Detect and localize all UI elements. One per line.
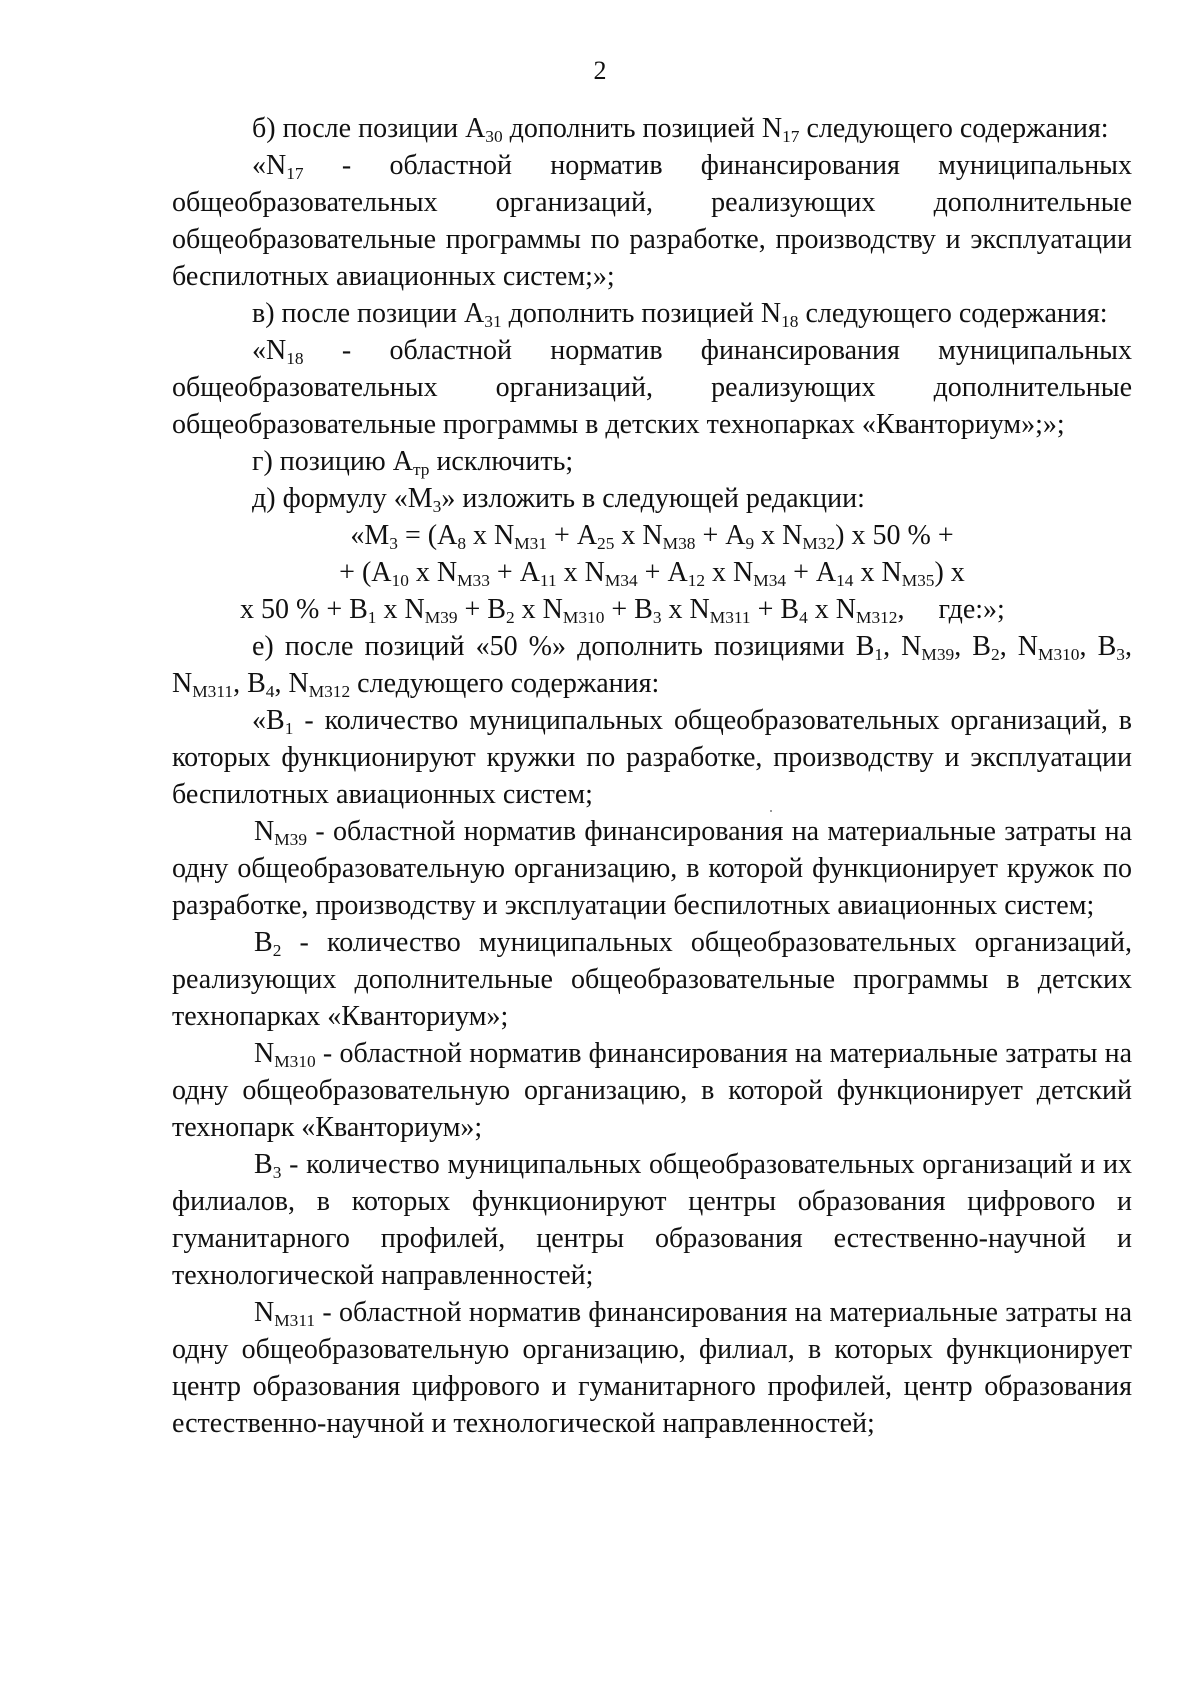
subscript-index: 17 [286, 163, 304, 183]
subscript-index: 1 [367, 607, 377, 627]
paragraph-b: б) после позиции $А_{30}$ дополнить позицией $N_{17}$ следующего содержания: [252, 113, 1109, 146]
subscript-index: 3 [652, 607, 662, 627]
subscript-index: 2 [505, 607, 515, 627]
subscript-index: 11 [539, 570, 557, 590]
subscript-index: М312 [856, 607, 898, 627]
subscript-index: 1 [284, 718, 294, 738]
subscript-index: 18 [286, 348, 304, 368]
subscript-index: 3 [1116, 644, 1125, 664]
subscript-index: М310 [562, 607, 605, 627]
subscript-index: 4 [799, 607, 808, 627]
paragraph-b3-definition: $В_3$ - количество муниципальных общеобразовательных организаций и их филиалов, в которых функционируют центры образования цифрового и гуманитарного профилей, центры образования естественно-научной и технологической направленностей; [172, 1149, 1132, 1291]
formula-line-2: + ($А_{10}$ х $N_{М33} + А_{11}$ х $N_{М34} + А_{12}$ х $N_{М34} + А_{14}$ х $N_{М35}$) х [339, 557, 965, 590]
paragraph-b1-definition: «$В_1$ - количество муниципальных общеобразовательных организаций, в которых функционируют кружки по разработке, производству и эксплуатации беспилотных авиационных систем; [172, 705, 1132, 810]
subscript-index: М39 [274, 829, 308, 849]
subscript-index: 8 [457, 533, 466, 553]
subscript-index: М32 [802, 533, 836, 553]
subscript-index: М310 [274, 1051, 316, 1071]
paragraph-g: г) позицию $А_{тр}$ исключить; [252, 446, 574, 479]
paragraph-e: е) после позиций «50 %» дополнить позициями $В_1$, $N_{М39}$, $В_2$, $N_{М310}$, $В_3$, $N_{М311}$, $В_4$, $N_{М312}$ следующего содержания: [172, 631, 1132, 701]
subscript-index: 4 [265, 681, 275, 701]
subscript-index: М39 [424, 607, 458, 627]
subscript-index: тр [412, 459, 430, 479]
subscript-index: 31 [484, 311, 502, 331]
paragraph-v: в) после позиции $А_{31}$ дополнить позицией $N_{18}$ следующего содержания: [252, 298, 1108, 331]
paragraph-b2-definition: $В_2$ - количество муниципальных общеобразовательных организаций, реализующих дополнительные общеобразовательные программы в детских технопарках «Кванториум»; [172, 927, 1132, 1032]
subscript-index: М311 [709, 607, 751, 627]
subscript-index: 17 [782, 126, 800, 146]
paragraph-nm310-definition: $N_{М310}$ - областной норматив финансирования на материальные затраты на одну общеобразовательную организацию, в которой функционирует детский технопарк «Кванториум»; [172, 1038, 1132, 1143]
formula-line-1: «$М_3 = (А_8$ х $N_{М31} + А_{25}$ х $N_{М38} + А_9$ х $N_{М32}$) х 50 % + [350, 520, 954, 553]
subscript-index: 10 [391, 570, 409, 590]
subscript-index: 3 [432, 496, 442, 516]
subscript-index: М34 [604, 570, 638, 590]
page-number: 2 [593, 56, 607, 85]
subscript-index: 2 [272, 940, 282, 960]
subscript-index: М33 [457, 570, 490, 590]
formula-where: где:»; [938, 594, 1005, 625]
subscript-index: М35 [901, 570, 935, 590]
subscript-index: 30 [485, 126, 503, 146]
subscript-index: 3 [389, 533, 398, 553]
subscript-index: М312 [308, 681, 351, 701]
subscript-index: М311 [274, 1310, 316, 1330]
subscript-index: М38 [662, 533, 696, 553]
paragraph-nm311-definition: $N_{М311}$ - областной норматив финансирования на материальные затраты на одну общеобразовательную организацию, филиал, в которых функционирует центр образования цифрового и гуманитарного профилей, центр образования естественно-научной и технологической направленностей; [172, 1297, 1132, 1439]
formula-line-3-body: х 50 % + $В_1$ х $N_{М39} + В_2$ х $N_{М310} + В_3$ х $N_{М311} + В_4$ х $N_{М312}$, [240, 594, 905, 627]
subscript-index: М31 [514, 533, 548, 553]
subscript-index: 2 [991, 644, 1000, 664]
subscript-index: 1 [874, 644, 884, 664]
subscript-index: 9 [745, 533, 755, 553]
paragraph-nm39-definition: $N_{М39}$ - областной норматив финансирования на материальные затраты на одну общеобразовательную организацию, в которой функционирует кружок по разработке, производству и эксплуатации беспилотных авиационных систем; [172, 816, 1132, 921]
formula-line-3 [172, 591, 1132, 628]
subscript-index: 18 [781, 311, 799, 331]
scan-speck [770, 810, 772, 812]
paragraph-n17-definition: «$N_{17}$ - областной норматив финансирования муниципальных общеобразовательных организаций, реализующих дополнительные общеобразовательные программы по разработке, производству и эксплуатации беспилотных авиационных систем;»; [172, 150, 1132, 292]
subscript-index: М310 [1038, 644, 1080, 664]
subscript-index: 3 [272, 1162, 282, 1182]
subscript-index: М311 [192, 681, 234, 701]
subscript-index: М34 [753, 570, 787, 590]
paragraph-n18-definition: «$N_{18}$ - областной норматив финансирования муниципальных общеобразовательных организаций, реализующих дополнительные общеобразовательные программы в детских технопарках «Кванториум»;»; [172, 335, 1132, 440]
subscript-index: 12 [687, 570, 706, 590]
subscript-index: 25 [597, 533, 615, 553]
subscript-index: М39 [921, 644, 955, 664]
document-body [172, 110, 1132, 1442]
paragraph-d: д) формулу «$М_3$» изложить в следующей редакции: [252, 483, 865, 516]
subscript-index: 14 [836, 570, 854, 590]
